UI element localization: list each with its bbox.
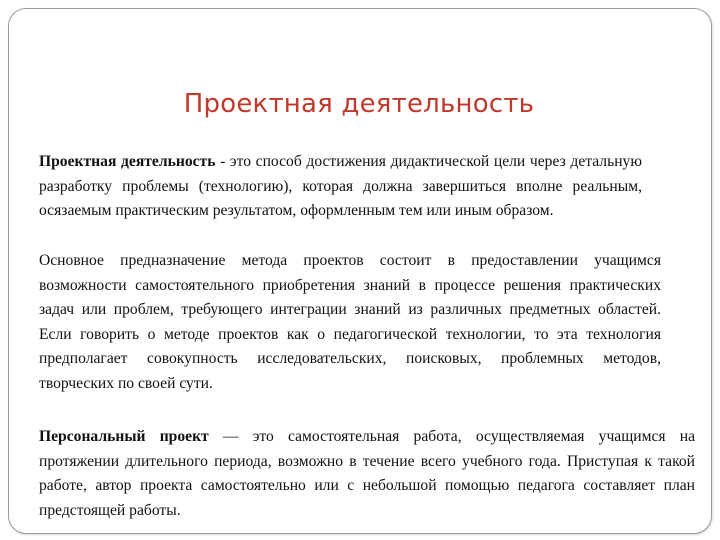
- term-project-activity: Проектная деятельность: [39, 153, 216, 170]
- personal-project-text: — это самостоятельная работа, осуществляемая учащимся на протяжении длительного периода, возможно в течение всего учебного года. Приступая к такой работе, автор проекта самостоятельно или с небольшой помощью педагога составляет план предстоящей работы.: [39, 428, 695, 519]
- method-purpose-paragraph: Основное предназначение метода проектов состоит в предоставлении учащимся возможности самостоятельного приобретения знаний в процессе решения практических задач или проблем, требующего интеграции знаний из различных предметных областей. Если говорить о методе проектов как о педагогической технологии, то эта технология предполагает совокупность исследовательских, поисковых, проблемных методов, творческих по своей сути.: [39, 252, 661, 392]
- personal-project-paragraph: [39, 425, 695, 523]
- slide-title: Проектная деятельность: [183, 89, 535, 119]
- term-personal-project: Персональный проект: [39, 428, 209, 445]
- slide: [8, 8, 712, 534]
- definition-paragraph: [39, 150, 642, 224]
- definition-text: - это способ достижения дидактической цели через детальную разработку проблемы (технологию), которая должна завершиться вполне реальным, осязаемым практическим результатом, оформленным тем или иным образом.: [39, 153, 642, 219]
